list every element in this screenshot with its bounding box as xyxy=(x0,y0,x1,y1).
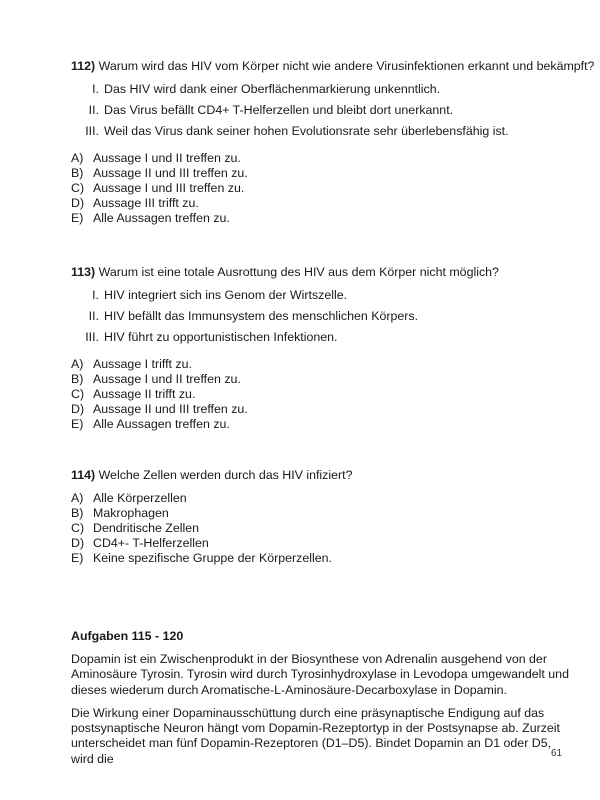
option-letter: E) xyxy=(71,211,84,225)
statement-text: HIV befällt das Immunsystem des menschlichen Körpers. xyxy=(104,309,419,323)
statement-number: III. xyxy=(85,330,99,344)
question-text: Warum ist eine totale Ausrottung des HIV aus dem Körper nicht möglich? xyxy=(98,265,499,279)
option-text: Makrophagen xyxy=(93,506,169,520)
option-text: Aussage I und II treffen zu. xyxy=(93,372,241,386)
statement-text: Das HIV wird dank einer Oberflächenmarkierung unkenntlich. xyxy=(104,82,441,96)
option-text: Keine spezifische Gruppe der Körperzellen. xyxy=(93,551,332,565)
option-text: Alle Aussagen treffen zu. xyxy=(93,417,230,431)
question-text: Warum wird das HIV vom Körper nicht wie andere Virusinfektionen erkannt und bekämpft? xyxy=(98,59,595,73)
statement-text: Weil das Virus dank seiner hohen Evolutionsrate sehr überlebensfähig ist. xyxy=(104,124,509,138)
option-text: Alle Körperzellen xyxy=(93,491,187,505)
option-letter: D) xyxy=(71,402,85,416)
section-aufgaben-115-120 xyxy=(71,628,571,767)
statement-text: HIV führt zu opportunistischen Infektionen. xyxy=(104,330,338,344)
statement xyxy=(71,306,571,327)
statement xyxy=(71,100,571,121)
option-letter: D) xyxy=(71,536,85,550)
statement-number: III. xyxy=(85,124,99,138)
answer-option xyxy=(71,196,571,211)
statement xyxy=(71,327,571,348)
question-113 xyxy=(71,264,571,432)
option-letter: D) xyxy=(71,196,85,210)
section-title: Aufgaben 115 - 120 xyxy=(71,629,184,643)
page-number: 61 xyxy=(551,748,563,759)
option-text: Aussage II trifft zu. xyxy=(93,387,196,401)
option-letter: E) xyxy=(71,551,84,565)
option-text: Aussage II und III treffen zu. xyxy=(93,402,248,416)
answer-option xyxy=(71,506,571,521)
option-text: Aussage I und II treffen zu. xyxy=(93,151,241,165)
answer-option xyxy=(71,151,571,166)
answer-option xyxy=(71,372,571,387)
question-number: 113) xyxy=(71,265,96,279)
answer-option xyxy=(71,417,571,432)
answer-option xyxy=(71,387,571,402)
answer-option xyxy=(71,536,571,551)
statement xyxy=(71,121,571,142)
option-letter: C) xyxy=(71,181,85,195)
statement-text: HIV integriert sich ins Genom der Wirtszelle. xyxy=(104,288,348,302)
option-text: Aussage III trifft zu. xyxy=(93,196,199,210)
statement xyxy=(71,79,571,100)
option-letter: B) xyxy=(71,166,84,180)
statement-number: II. xyxy=(88,103,99,117)
answer-option xyxy=(71,211,571,226)
option-text: CD4+- T-Helferzellen xyxy=(93,536,209,550)
option-letter: B) xyxy=(71,372,84,386)
option-letter: C) xyxy=(71,521,85,535)
section-paragraph: Die Wirkung einer Dopaminausschüttung durch eine präsynaptische Endigung auf das postsynaptische Neuron hängt vom Dopamin-Rezeptortyp in der Postsynapse ab. Zurzeit unterscheidet man fünf Dopamin-Rezeptoren (D1–D5). Bindet Dopamin an D1 oder D5, wird die xyxy=(71,705,560,766)
option-letter: A) xyxy=(71,491,84,505)
section-paragraph: Dopamin ist ein Zwischenprodukt in der Biosynthese von Adrenalin ausgehend von der Aminosäure Tyrosin. Tyrosin wird durch Tyrosinhydroxylase in Levodopa umgewandelt und dieses wiederum durch Aromatische-L-Aminosäure-Decarboxylase in Dopamin. xyxy=(71,652,569,697)
answer-option xyxy=(71,181,571,196)
option-text: Alle Aussagen treffen zu. xyxy=(93,211,230,225)
option-text: Aussage I trifft zu. xyxy=(93,357,192,371)
option-text: Dendritische Zellen xyxy=(93,521,200,535)
option-letter: C) xyxy=(71,387,85,401)
answer-option xyxy=(71,491,571,506)
statement-number: I. xyxy=(92,288,99,302)
statement xyxy=(71,285,571,306)
option-text: Aussage I und III treffen zu. xyxy=(93,181,245,195)
statement-text: Das Virus befällt CD4+ T-Helferzellen und bleibt dort unerkannt. xyxy=(104,103,454,117)
answer-option xyxy=(71,402,571,417)
answer-option xyxy=(71,166,571,181)
question-title xyxy=(71,58,595,74)
option-letter: A) xyxy=(71,151,84,165)
statement-number: I. xyxy=(92,82,99,96)
question-text: Welche Zellen werden durch das HIV infiziert? xyxy=(98,468,353,482)
option-letter: B) xyxy=(71,506,84,520)
option-letter: A) xyxy=(71,357,84,371)
answer-option xyxy=(71,521,571,536)
question-number: 112) xyxy=(71,59,96,73)
answer-option xyxy=(71,357,571,372)
option-letter: E) xyxy=(71,417,84,431)
question-title xyxy=(71,264,571,280)
question-112 xyxy=(71,58,595,226)
answer-option xyxy=(71,551,571,566)
question-number: 114) xyxy=(71,468,96,482)
question-114 xyxy=(71,467,571,566)
statement-number: II. xyxy=(88,309,99,323)
question-title xyxy=(71,467,571,483)
option-text: Aussage II und III treffen zu. xyxy=(93,166,248,180)
